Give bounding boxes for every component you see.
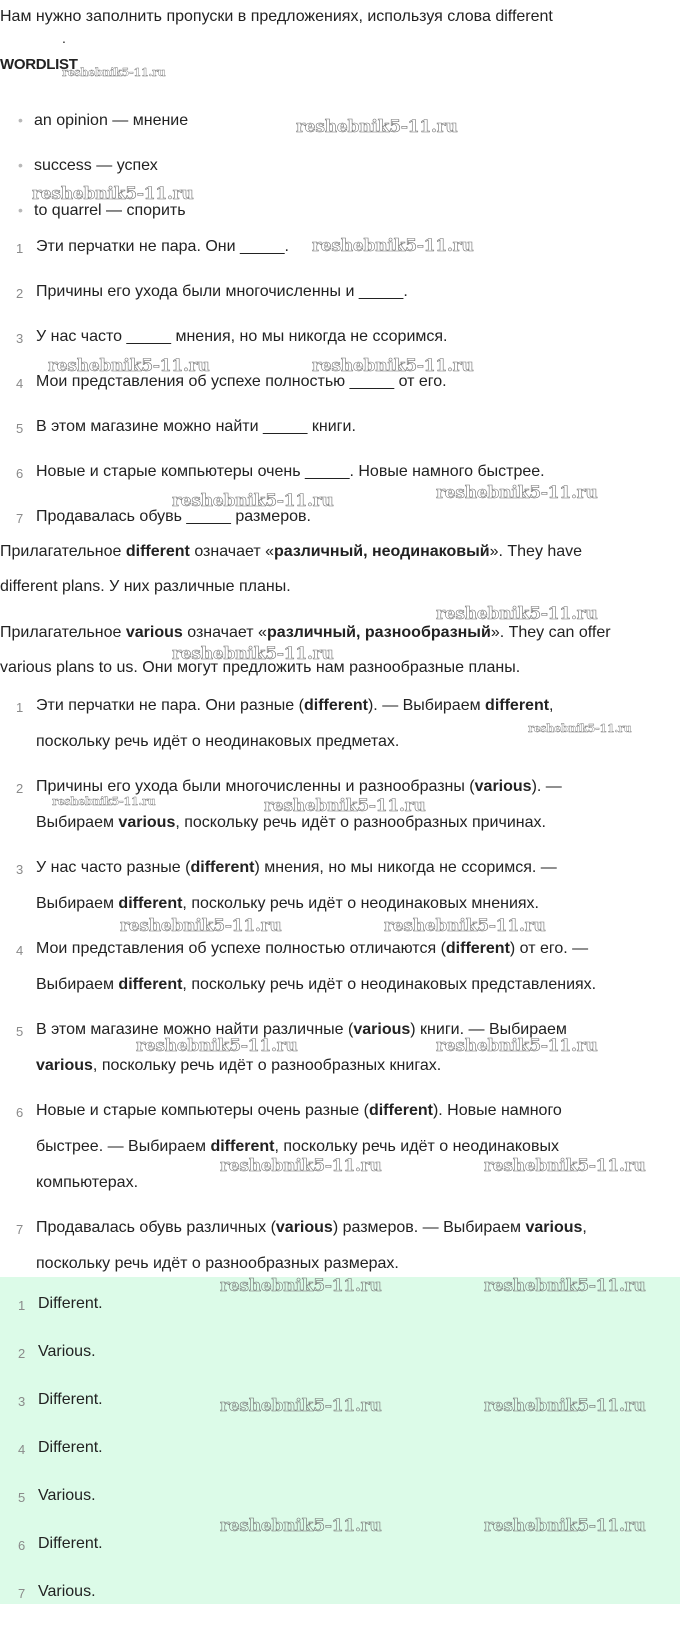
solution-number: 5	[16, 1024, 24, 1039]
answer-item: Different.	[38, 1439, 103, 1456]
exercise-item: В этом магазине можно найти _____ книги.	[36, 418, 356, 435]
answer-item: Different.	[38, 1391, 103, 1408]
watermark: reshebnik5-11.ru	[312, 356, 474, 376]
answer-number: 1	[18, 1298, 26, 1313]
watermark: reshebnik5-11.ru	[384, 916, 546, 936]
exercise-number: 4	[16, 376, 24, 391]
watermark: reshebnik5-11.ru	[220, 1276, 382, 1296]
answer-number: 2	[18, 1346, 26, 1361]
answer-number: 3	[18, 1394, 26, 1409]
watermark: reshebnik5-11.ru	[484, 1276, 646, 1296]
answer-number: 6	[18, 1538, 26, 1553]
watermark: reshebnik5-11.ru	[264, 796, 426, 816]
exercise-number: 5	[16, 421, 24, 436]
watermark: reshebnik5-11.ru	[220, 1156, 382, 1176]
watermark: reshebnik5-11.ru	[484, 1516, 646, 1536]
answer-item: Various.	[38, 1583, 96, 1600]
exercise-item: Продавалась обувь _____ размеров.	[36, 508, 311, 525]
exercise-item: Мои представления об успехе полностью _____ от его.	[36, 373, 447, 390]
watermark: reshebnik5-11.ru	[48, 356, 210, 376]
solution-item: Новые и старые компьютеры очень разные (different). Новые намного	[36, 1102, 562, 1119]
solution-number: 3	[16, 862, 24, 877]
wordlist-item: • success — успех	[18, 157, 158, 174]
watermark: reshebnik5-11.ru	[296, 117, 458, 137]
solution-number: 6	[16, 1105, 24, 1120]
watermark: reshebnik5-11.ru	[484, 1396, 646, 1416]
exercise-number: 3	[16, 331, 24, 346]
solution-item: Эти перчатки не пара. Они разные (different). — Выбираем different,	[36, 697, 554, 714]
exercise-number: 6	[16, 466, 24, 481]
exercise-number: 7	[16, 511, 24, 526]
wordlist-item: • an opinion — мнение	[18, 112, 189, 129]
solution-number: 1	[16, 700, 24, 715]
solution-item-line2: поскольку речь идёт о разнообразных размерах.	[36, 1255, 399, 1272]
watermark: reshebnik5-11.ru	[172, 491, 334, 511]
explain-paragraph-1: Прилагательное different означает «различный, неодинаковый». They have	[0, 543, 583, 560]
exercise-item: Причины его ухода были многочисленны и _____.	[36, 283, 408, 300]
intro-dot: .	[62, 30, 66, 46]
watermark: reshebnik5-11.ru	[220, 1396, 382, 1416]
answer-number: 7	[18, 1586, 26, 1601]
watermark: reshebnik5-11.ru	[172, 644, 334, 664]
watermark: reshebnik5-11.ru	[220, 1516, 382, 1536]
exercise-item: У нас часто _____ мнения, но мы никогда не ссоримся.	[36, 328, 448, 345]
solution-item-line2: various, поскольку речь идёт о разнообразных книгах.	[36, 1057, 442, 1074]
answer-number: 4	[18, 1442, 26, 1457]
watermark: reshebnik5-11.ru	[528, 722, 632, 735]
answer-item: Various.	[38, 1343, 96, 1360]
exercise-item: Новые и старые компьютеры очень _____. Новые намного быстрее.	[36, 463, 545, 480]
solution-item-line2: быстрее. — Выбираем different, поскольку речь идёт о неодинаковых	[36, 1138, 559, 1155]
answer-item: Different.	[38, 1295, 103, 1312]
watermark: reshebnik5-11.ru	[436, 1036, 598, 1056]
watermark: reshebnik5-11.ru	[62, 66, 166, 79]
solution-item: Причины его ухода были многочисленны и разнообразны (various). —	[36, 778, 562, 795]
watermark: reshebnik5-11.ru	[120, 916, 282, 936]
bullet-icon: •	[18, 202, 23, 218]
solution-item: Мои представления об успехе полностью отличаются (different) от его. —	[36, 940, 589, 957]
intro-text: Нам нужно заполнить пропуски в предложениях, используя слова different	[0, 8, 553, 25]
bullet-icon: •	[18, 112, 23, 128]
solution-item-line2: Выбираем different, поскольку речь идёт о неодинаковых мнениях.	[36, 895, 539, 912]
watermark: reshebnik5-11.ru	[436, 604, 598, 624]
explain-paragraph-2-line2: various plans to us. Они могут предложить нам разнообразные планы.	[0, 659, 521, 676]
watermark: reshebnik5-11.ru	[436, 483, 598, 503]
exercise-number: 2	[16, 286, 24, 301]
solution-number: 4	[16, 943, 24, 958]
solution-number: 2	[16, 781, 24, 796]
watermark: reshebnik5-11.ru	[312, 236, 474, 256]
solution-item-line3: компьютерах.	[36, 1174, 139, 1191]
explain-paragraph-1-line2: different plans. У них различные планы.	[0, 578, 291, 595]
answer-number: 5	[18, 1490, 26, 1505]
bullet-icon: •	[18, 157, 23, 173]
solution-item-line2: Выбираем various, поскольку речь идёт о разнообразных причинах.	[36, 814, 546, 831]
answer-item: Different.	[38, 1535, 103, 1552]
watermark: reshebnik5-11.ru	[136, 1036, 298, 1056]
wordlist-title: WORDLIST	[0, 56, 78, 73]
watermark: reshebnik5-11.ru	[32, 184, 194, 204]
answer-item: Various.	[38, 1487, 96, 1504]
watermark: reshebnik5-11.ru	[484, 1156, 646, 1176]
solution-item-line2: Выбираем different, поскольку речь идёт о неодинаковых представлениях.	[36, 976, 597, 993]
solution-item: У нас часто разные (different) мнения, но мы никогда не ссоримся. —	[36, 859, 557, 876]
wordlist-item: • to quarrel — спорить	[18, 202, 186, 219]
solution-item: Продавалась обувь различных (various) размеров. — Выбираем various,	[36, 1219, 587, 1236]
explain-paragraph-2: Прилагательное various означает «различный, разнообразный». They can offer	[0, 624, 611, 641]
solution-item-line2: поскольку речь идёт о неодинаковых предметах.	[36, 733, 400, 750]
watermark: reshebnik5-11.ru	[52, 795, 156, 808]
exercise-item: Эти перчатки не пара. Они _____.	[36, 238, 289, 255]
exercise-number: 1	[16, 241, 24, 256]
solution-number: 7	[16, 1222, 24, 1237]
solution-item: В этом магазине можно найти различные (various) книги. — Выбираем	[36, 1021, 567, 1038]
